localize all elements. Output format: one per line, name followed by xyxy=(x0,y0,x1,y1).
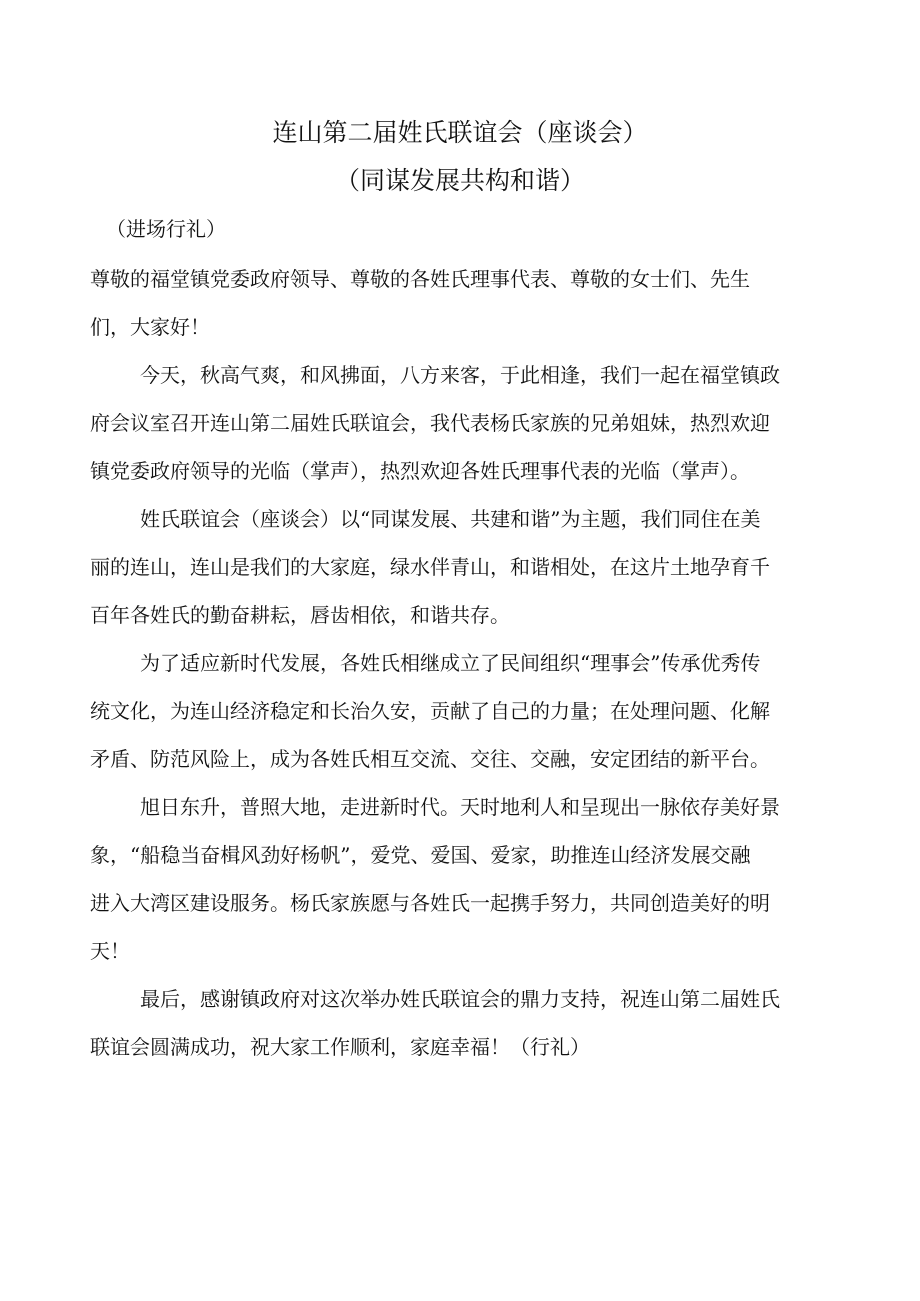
paragraph-line: 统文化，为连山经济稳定和长治久安，贡献了自己的力量；在处理问题、化解 xyxy=(90,699,770,723)
document-subtitle: （同谋发展共构和谐） xyxy=(334,166,585,195)
paragraph-line: 今天，秋高气爽，和风拂面，八方来客，于此相逢，我们一起在福堂镇政 xyxy=(140,363,780,387)
paragraph-line: 府会议室召开连山第二届姓氏联谊会，我代表杨氏家族的兄弟姐妹，热烈欢迎 xyxy=(90,411,770,435)
paragraph-line: 姓氏联谊会（座谈会）以“同谋发展、共建和谐”为主题，我们同住在美 xyxy=(140,507,761,531)
stage-direction: （进场行礼） xyxy=(106,217,226,241)
paragraph-line: 百年各姓氏的勤奋耕耘，唇齿相依，和谐共存。 xyxy=(90,603,510,627)
paragraph-line: 镇党委政府领导的光临（掌声），热烈欢迎各姓氏理事代表的光临（掌声）。 xyxy=(90,459,750,483)
paragraph-line: 为了适应新时代发展，各姓氏相继成立了民间组织“理事会”传承优秀传 xyxy=(140,651,761,675)
paragraph-line: 象，“船稳当奋楫风劲好杨帆”，爱党、爱国、爱家，助推连山经济发展交融 xyxy=(90,843,751,867)
paragraph-line: 旭日东升，普照大地，走进新时代。天时地利人和呈现出一脉依存美好景 xyxy=(140,795,780,819)
paragraph-line: 天！ xyxy=(90,939,130,963)
greeting-line: 尊敬的福堂镇党委政府领导、尊敬的各姓氏理事代表、尊敬的女士们、先生 xyxy=(90,267,750,291)
paragraph-line: 进入大湾区建设服务。杨氏家族愿与各姓氏一起携手努力，共同创造美好的明 xyxy=(90,891,770,915)
paragraph-line: 矛盾、防范风险上，成为各姓氏相互交流、交往、交融，安定团结的新平台。 xyxy=(90,747,770,771)
document-title: 连山第二届姓氏联谊会（座谈会） xyxy=(272,118,648,147)
greeting-line: 们，大家好！ xyxy=(90,315,210,339)
paragraph-line: 丽的连山，连山是我们的大家庭，绿水伴青山，和谐相处，在这片土地孕育千 xyxy=(90,555,770,579)
paragraph-line: 最后，感谢镇政府对这次举办姓氏联谊会的鼎力支持，祝连山第二届姓氏 xyxy=(140,987,780,1011)
paragraph-line: 联谊会圆满成功，祝大家工作顺利，家庭幸福！（行礼） xyxy=(90,1035,590,1059)
